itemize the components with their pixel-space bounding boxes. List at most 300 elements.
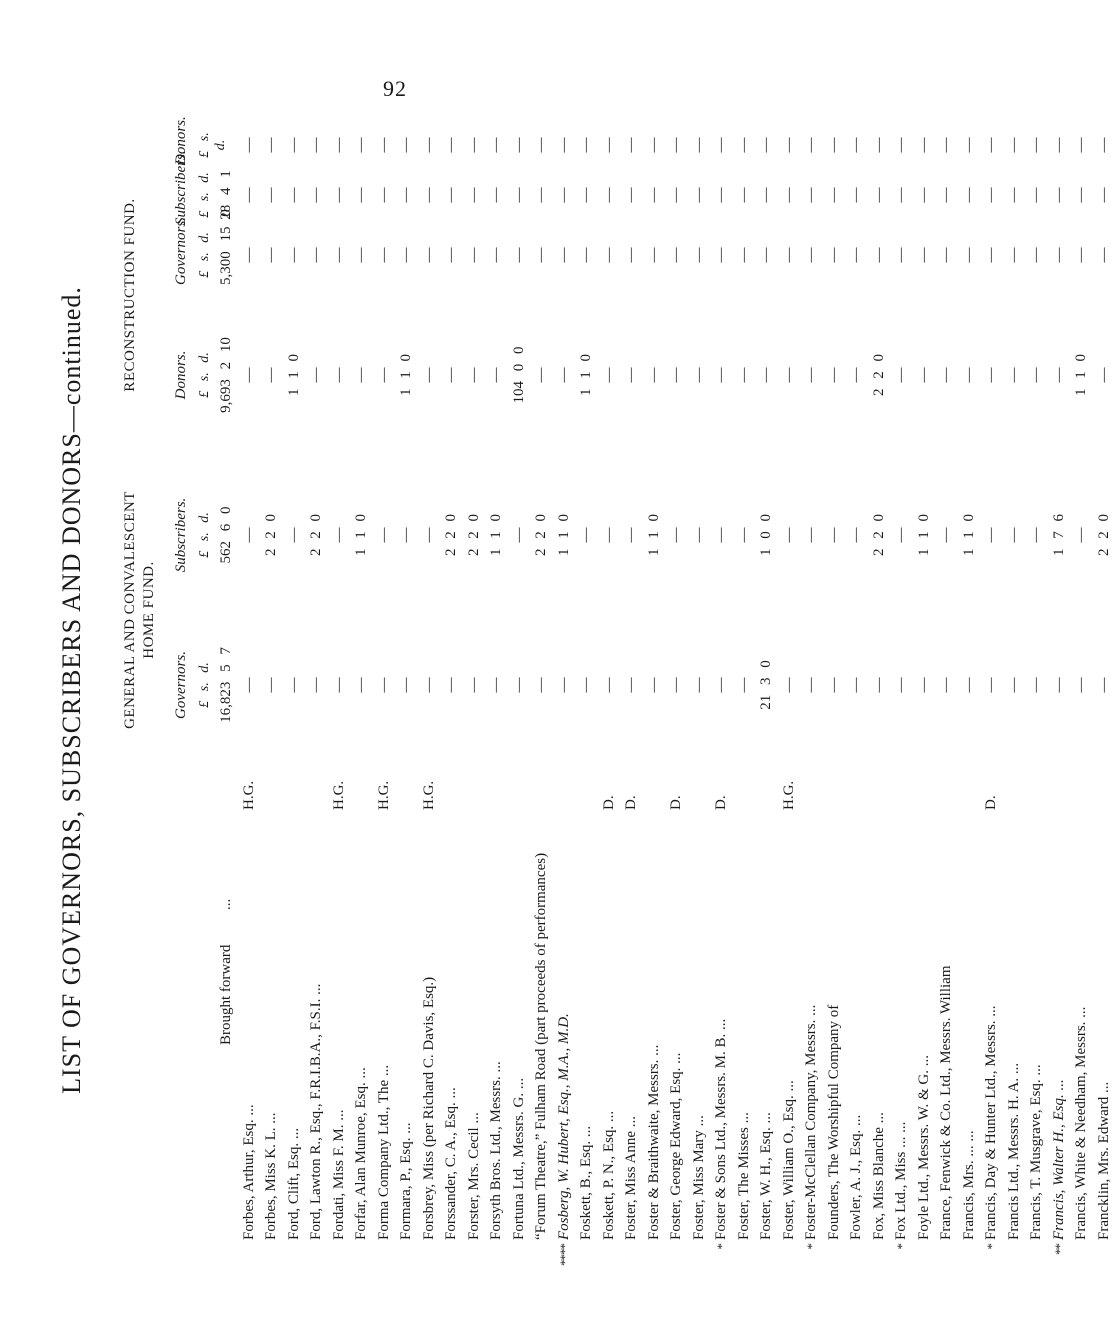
page-title: LIST OF GOVERNORS, SUBSCRIBERS AND DONORS—continued.: [57, 286, 86, 1094]
cell-donors: —: [1095, 367, 1112, 383]
cell-governors: —: [1005, 677, 1022, 693]
cell-recon-governors: —: [398, 247, 414, 263]
cell-recon-subscribers: —: [375, 187, 392, 203]
cell-governors: —: [308, 677, 324, 693]
cell-donors: —: [983, 367, 999, 383]
table-row: [466, 130, 489, 1240]
table-row: [1050, 130, 1074, 1255]
cell-governors: —: [848, 677, 864, 693]
row-marker: *: [894, 1244, 909, 1250]
cell-donors: —: [465, 367, 482, 383]
cell-recon-governors: —: [690, 247, 707, 263]
cell-recon-governors: —: [713, 247, 729, 263]
cell-recon-donors: —: [1050, 137, 1067, 153]
table-row: [443, 130, 466, 1240]
brought-forward-label: Brought forward: [218, 944, 234, 1045]
cell-donors: —: [353, 367, 369, 383]
cell-subscribers: —: [578, 527, 594, 543]
cell-recon-governors: —: [443, 247, 459, 263]
donor-name: Francis, Mrs. ... ...: [960, 1130, 977, 1240]
cell-recon-donors: —: [960, 137, 977, 153]
cell-recon-donors: —: [533, 137, 549, 153]
cell-recon-governors: —: [645, 247, 662, 263]
cell-recon-donors: —: [848, 137, 864, 153]
fund-headers: [121, 140, 181, 760]
rotated-table: [115, 116, 1112, 1266]
cell-donors: —: [555, 367, 572, 383]
cell-subscribers: —: [938, 527, 954, 543]
donor-name: Forfar, Alan Munroe, Esq. ...: [353, 1067, 369, 1240]
cell-recon-governors: —: [488, 247, 504, 263]
cell-subscribers: —: [600, 527, 617, 543]
cell-donors: —: [848, 367, 864, 383]
cell-governors: —: [1073, 677, 1089, 693]
cell-recon-governors: —: [803, 247, 819, 263]
cell-governors: —: [870, 677, 887, 693]
table-row: [488, 130, 511, 1240]
cell-recon-donors: —: [398, 137, 414, 153]
donor-name: Foster & Braithwaite, Messrs. ...: [645, 1044, 662, 1240]
cell-subscribers: 1 1 0: [488, 514, 504, 556]
cell-subscribers: —: [623, 527, 639, 543]
cell-governors: —: [735, 677, 752, 693]
cell-governors: —: [1028, 677, 1044, 693]
cell-recon-subscribers: —: [443, 187, 459, 203]
cell-donors: —: [443, 367, 459, 383]
table-row: [578, 130, 601, 1240]
cell-recon-donors: —: [870, 137, 887, 153]
donor-name: Ford, Clift, Esq. ...: [285, 1127, 302, 1240]
cell-recon-governors: —: [960, 247, 977, 263]
cell-recon-governors: —: [420, 247, 437, 263]
cell-subscribers: 2 2 0: [263, 514, 279, 556]
cell-recon-subscribers: —: [420, 187, 437, 203]
cell-governors: —: [285, 677, 302, 693]
cell-recon-donors: —: [600, 137, 617, 153]
cell-governors: —: [780, 677, 797, 693]
cell-subscribers: —: [848, 527, 864, 543]
cell-subscribers: —: [690, 527, 707, 543]
cell-donors: —: [330, 367, 347, 383]
cell-recon-governors: —: [533, 247, 549, 263]
col-label-donors: Donors.: [173, 350, 189, 400]
cell-subscribers: 1 0 0: [758, 514, 774, 556]
table-row: [1028, 130, 1051, 1240]
cell-recon-governors: —: [893, 247, 909, 263]
cell-governors: —: [353, 677, 369, 693]
cell-subscribers: —: [285, 527, 302, 543]
cell-recon-donors: —: [623, 137, 639, 153]
donor-name: Francis, T. Musgrave, Esq. ...: [1028, 1064, 1044, 1240]
cell-donors: —: [645, 367, 662, 383]
cell-recon-subscribers: —: [578, 187, 594, 203]
cell-recon-governors: —: [1028, 247, 1044, 263]
table-row: [398, 130, 421, 1240]
cell-recon-subscribers: —: [398, 187, 414, 203]
row-marker: *: [714, 1244, 729, 1250]
cell-recon-donors: —: [1073, 137, 1089, 153]
cell-subscribers: —: [1028, 527, 1044, 543]
donor-name: Ford, Lawton R., Esq., F.R.I.B.A., F.S.I. ...: [308, 983, 324, 1240]
table-row: [691, 130, 714, 1240]
unit-5: £ s. d.: [197, 172, 212, 218]
cell-donors: —: [825, 367, 842, 383]
unit-4: £ s. d.: [197, 232, 212, 278]
reconstruction-fund-heading: RECONSTRUCTION FUND.: [122, 198, 138, 392]
cell-subscribers: —: [825, 527, 842, 543]
donor-name: Foster, George Edward, Esq. ...: [668, 1052, 684, 1240]
cell-recon-governors: —: [848, 247, 864, 263]
cell-subscribers: —: [1073, 527, 1089, 543]
cell-donors: —: [713, 367, 729, 383]
cell-recon-donors: —: [285, 137, 302, 153]
cell-donors: —: [960, 367, 977, 383]
table-row: [1073, 130, 1096, 1240]
cell-recon-donors: —: [938, 137, 954, 153]
cell-donors: —: [1028, 367, 1044, 383]
cell-recon-governors: —: [510, 247, 527, 263]
cell-subscribers: 1 1 0: [915, 514, 932, 556]
brought-forward-dots: ...: [218, 898, 234, 910]
cell-donors: —: [240, 367, 257, 383]
cell-governors: —: [578, 677, 594, 693]
bf-governors: 16,823 5 7: [218, 647, 234, 723]
cell-subscribers: —: [398, 527, 414, 543]
donor-list: [218, 130, 1118, 1266]
cell-governors: —: [465, 677, 482, 693]
cell-donors: —: [375, 367, 392, 383]
cell-recon-subscribers: —: [825, 187, 842, 203]
cell-recon-governors: —: [1095, 247, 1112, 263]
cell-recon-subscribers: —: [1005, 187, 1022, 203]
col-label-recon-donors: Donors.: [173, 116, 189, 165]
cell-recon-donors: —: [263, 137, 279, 153]
donor-name: Foster & Sons Ltd., Messrs. M. B. ...: [713, 1018, 729, 1240]
cell-recon-subscribers: —: [645, 187, 662, 203]
cell-subscribers: 2 2 0: [870, 514, 887, 556]
col-label-recon-subscribers: Subscribers.: [173, 150, 189, 225]
cell-recon-donors: —: [1095, 137, 1112, 153]
bf-subscribers: 562 6 0: [218, 506, 234, 564]
row-condition: H.G.: [780, 780, 797, 810]
cell-recon-governors: —: [465, 247, 482, 263]
cell-subscribers: 1 7 6: [1050, 514, 1067, 556]
cell-subscribers: —: [780, 527, 797, 543]
cell-donors: —: [1050, 367, 1067, 383]
cell-governors: —: [488, 677, 504, 693]
donor-name: Francis, White & Needham, Messrs. ...: [1073, 1006, 1089, 1240]
cell-subscribers: 1 1 0: [555, 514, 572, 556]
cell-recon-governors: —: [1073, 247, 1089, 263]
unit-3: £ s. d.: [197, 352, 212, 398]
table-row: [916, 130, 939, 1240]
cell-subscribers: —: [983, 527, 999, 543]
cell-donors: 1 1 0: [1073, 354, 1089, 396]
row-condition: D.: [600, 795, 617, 810]
cell-recon-subscribers: —: [1095, 187, 1112, 203]
cell-recon-donors: —: [983, 137, 999, 153]
donor-name: Founders, The Worshipful Company of: [825, 1004, 842, 1240]
donor-name: Foskett, B., Esq. ...: [578, 1125, 594, 1240]
cell-recon-subscribers: —: [713, 187, 729, 203]
row-condition: H.G.: [330, 780, 347, 810]
cell-donors: —: [803, 367, 819, 383]
cell-recon-subscribers: —: [915, 187, 932, 203]
cell-donors: —: [1005, 367, 1022, 383]
cell-recon-donors: —: [735, 137, 752, 153]
donor-name: Foskett, P. N., Esq. ...: [600, 1110, 617, 1240]
cell-recon-governors: —: [240, 247, 257, 263]
table-row: [668, 130, 691, 1240]
cell-governors: —: [555, 677, 572, 693]
donor-name: Francis, Day & Hunter Ltd., Messrs. ...: [983, 1005, 999, 1240]
bf-recon-subscribers: 28 4 1: [218, 170, 234, 220]
cell-governors: —: [240, 677, 257, 693]
general-fund-heading: [121, 460, 159, 760]
donor-name: Foster, The Misses ...: [735, 1112, 752, 1240]
cell-recon-subscribers: —: [983, 187, 999, 203]
row-condition: D.: [623, 795, 639, 810]
cell-recon-donors: —: [375, 137, 392, 153]
cell-governors: —: [893, 677, 909, 693]
cell-recon-governors: —: [330, 247, 347, 263]
cell-recon-donors: —: [713, 137, 729, 153]
col-label-recon-governors: Governors.: [173, 217, 189, 285]
cell-recon-subscribers: —: [533, 187, 549, 203]
cell-subscribers: —: [735, 527, 752, 543]
table-row: [803, 130, 826, 1250]
cell-recon-governors: —: [600, 247, 617, 263]
row-condition: H.G.: [240, 780, 257, 810]
cell-recon-subscribers: —: [1028, 187, 1044, 203]
cell-recon-governors: —: [1005, 247, 1022, 263]
cell-subscribers: —: [893, 527, 909, 543]
cell-recon-donors: —: [578, 137, 594, 153]
cell-subscribers: —: [1005, 527, 1022, 543]
cell-governors: —: [420, 677, 437, 693]
cell-recon-governors: —: [735, 247, 752, 263]
col-label-subscribers: Subscribers.: [173, 497, 189, 573]
cell-recon-donors: —: [780, 137, 797, 153]
cell-recon-governors: —: [555, 247, 572, 263]
cell-recon-donors: —: [488, 137, 504, 153]
donor-name: Fox, Miss Blanche ...: [870, 1112, 887, 1240]
donor-name: Foster, W. H., Esq. ...: [758, 1112, 774, 1240]
cell-governors: —: [330, 677, 347, 693]
cell-recon-donors: —: [1005, 137, 1022, 153]
cell-recon-subscribers: —: [1073, 187, 1089, 203]
cell-recon-subscribers: —: [870, 187, 887, 203]
table-row: [331, 130, 354, 1240]
table-row: [871, 130, 894, 1240]
table-row: [1006, 130, 1029, 1240]
cell-subscribers: —: [803, 527, 819, 543]
cell-donors: —: [780, 367, 797, 383]
cell-recon-donors: —: [645, 137, 662, 153]
cell-governors: —: [668, 677, 684, 693]
cell-recon-governors: —: [353, 247, 369, 263]
donor-name: Fox Ltd., Miss ... ...: [893, 1121, 909, 1240]
table-row: [826, 130, 849, 1240]
table-row: [893, 130, 916, 1250]
table-row: [601, 130, 624, 1240]
cell-donors: —: [533, 367, 549, 383]
donor-name: “Forum Theatre,” Fulham Road (part proceeds of performances): [533, 852, 549, 1240]
table-row: [736, 130, 759, 1240]
donor-name: Foster, Miss Mary ...: [690, 1115, 707, 1240]
unit-1: £ s. d.: [197, 662, 212, 708]
donor-name: Formara, P., Esq. ...: [398, 1122, 414, 1240]
cell-governors: —: [713, 677, 729, 693]
cell-subscribers: 2 2 0: [533, 514, 549, 556]
donor-name: Francklin, Mrs. Edward ...: [1095, 1081, 1112, 1240]
cell-donors: —: [938, 367, 954, 383]
cell-governors: —: [915, 677, 932, 693]
cell-recon-governors: —: [623, 247, 639, 263]
donor-name: Fortuna Ltd., Messrs. G. ...: [510, 1077, 527, 1240]
cell-recon-donors: —: [668, 137, 684, 153]
brought-forward-row: [218, 130, 241, 1240]
cell-recon-subscribers: —: [938, 187, 954, 203]
donor-name: Foyle Ltd., Messrs. W. & G. ...: [915, 1054, 932, 1240]
cell-recon-donors: —: [353, 137, 369, 153]
cell-governors: —: [983, 677, 999, 693]
cell-governors: —: [960, 677, 977, 693]
table-row: [961, 130, 984, 1240]
cell-subscribers: —: [330, 527, 347, 543]
cell-governors: —: [825, 677, 842, 693]
table-row: [848, 130, 871, 1240]
table-row: [241, 130, 264, 1240]
table-row: [308, 130, 331, 1240]
cell-recon-governors: —: [1050, 247, 1067, 263]
cell-recon-donors: —: [1028, 137, 1044, 153]
column-labels: [173, 116, 195, 760]
cell-donors: —: [668, 367, 684, 383]
cell-recon-subscribers: —: [893, 187, 909, 203]
donor-name: Forster, Mrs. Cecil ...: [465, 1112, 482, 1240]
table-row: [1096, 130, 1118, 1240]
donor-name: Forsbrey, Miss (per Richard C. Davis, Esq.): [420, 976, 437, 1240]
cell-governors: —: [938, 677, 954, 693]
cell-donors: —: [735, 367, 752, 383]
cell-recon-subscribers: —: [1050, 187, 1067, 203]
donor-name: Forma Company Ltd., The ...: [375, 1064, 392, 1240]
cell-recon-governors: —: [870, 247, 887, 263]
unit-6: £ s. d.: [197, 132, 228, 158]
donor-name: Foster-McClellan Company, Messrs. ...: [803, 1004, 819, 1240]
cell-governors: —: [690, 677, 707, 693]
table-row: [758, 130, 781, 1240]
cell-recon-governors: —: [578, 247, 594, 263]
cell-governors: —: [1050, 677, 1067, 693]
donor-name: Fordati, Miss F. M. ...: [330, 1109, 347, 1240]
cell-subscribers: 2 2 0: [1095, 514, 1112, 556]
cell-recon-donors: —: [893, 137, 909, 153]
cell-recon-subscribers: —: [600, 187, 617, 203]
table-row: [555, 130, 579, 1266]
cell-recon-subscribers: —: [848, 187, 864, 203]
cell-recon-subscribers: —: [263, 187, 279, 203]
row-condition: D.: [983, 795, 999, 810]
cell-donors: —: [488, 367, 504, 383]
cell-subscribers: 2 2 0: [465, 514, 482, 556]
cell-donors: 1 1 0: [285, 354, 302, 396]
cell-governors: —: [533, 677, 549, 693]
donor-name: Fowler, A. J., Esq. ...: [848, 1114, 864, 1240]
cell-recon-governors: —: [983, 247, 999, 263]
cell-subscribers: —: [240, 527, 257, 543]
cell-subscribers: —: [713, 527, 729, 543]
cell-recon-subscribers: —: [780, 187, 797, 203]
cell-donors: —: [893, 367, 909, 383]
donor-name: Fosberg, W. Hubert, Esq., M.A., M.D.: [555, 1013, 572, 1240]
donor-name: France, Fenwick & Co. Ltd., Messrs. William: [938, 965, 954, 1240]
cell-recon-donors: —: [915, 137, 932, 153]
table-row: [983, 130, 1006, 1250]
cell-recon-governors: —: [668, 247, 684, 263]
row-marker: *: [984, 1244, 999, 1250]
cell-donors: 1 1 0: [578, 354, 594, 396]
table-row: [286, 130, 309, 1240]
cell-donors: —: [623, 367, 639, 383]
cell-subscribers: 2 2 0: [308, 514, 324, 556]
cell-recon-donors: —: [825, 137, 842, 153]
cell-recon-governors: —: [758, 247, 774, 263]
cell-recon-donors: —: [443, 137, 459, 153]
cell-recon-governors: —: [915, 247, 932, 263]
table-row: [353, 130, 376, 1240]
row-condition: D.: [668, 795, 684, 810]
cell-subscribers: —: [375, 527, 392, 543]
cell-subscribers: 2 2 0: [443, 514, 459, 556]
cell-donors: —: [690, 367, 707, 383]
cell-recon-subscribers: —: [488, 187, 504, 203]
cell-governors: —: [510, 677, 527, 693]
donor-name: Forbes, Miss K. L. ...: [263, 1112, 279, 1240]
cell-subscribers: —: [668, 527, 684, 543]
cell-governors: —: [623, 677, 639, 693]
cell-recon-subscribers: —: [240, 187, 257, 203]
cell-governors: —: [645, 677, 662, 693]
cell-governors: —: [803, 677, 819, 693]
table-row: [421, 130, 444, 1240]
cell-recon-subscribers: —: [623, 187, 639, 203]
cell-recon-subscribers: —: [330, 187, 347, 203]
cell-recon-donors: —: [510, 137, 527, 153]
donor-name: Francis, Walter H., Esq. ...: [1050, 1079, 1067, 1240]
table-row: [533, 130, 556, 1240]
cell-subscribers: 1 1 0: [353, 514, 369, 556]
donor-name: Forbes, Arthur, Esq. ...: [240, 1104, 257, 1240]
cell-recon-subscribers: —: [758, 187, 774, 203]
cell-governors: 21 3 0: [758, 660, 774, 710]
cell-recon-governors: —: [308, 247, 324, 263]
cell-governors: —: [375, 677, 392, 693]
row-marker: **: [1051, 1244, 1067, 1255]
col-label-governors: Governors.: [173, 651, 189, 719]
unit-2: £ s. d.: [197, 512, 212, 558]
cell-subscribers: 1 1 0: [645, 514, 662, 556]
cell-recon-subscribers: —: [510, 187, 527, 203]
donor-name: Forsyth Bros. Ltd., Messrs. ...: [488, 1061, 504, 1240]
cell-recon-donors: —: [420, 137, 437, 153]
row-condition: D.: [713, 795, 729, 810]
donor-name: Francis Ltd., Messrs. H. A. ...: [1005, 1062, 1022, 1240]
bf-donors: 9,693 2 10: [218, 337, 234, 413]
cell-recon-donors: —: [465, 137, 482, 153]
table-row: [713, 130, 736, 1250]
